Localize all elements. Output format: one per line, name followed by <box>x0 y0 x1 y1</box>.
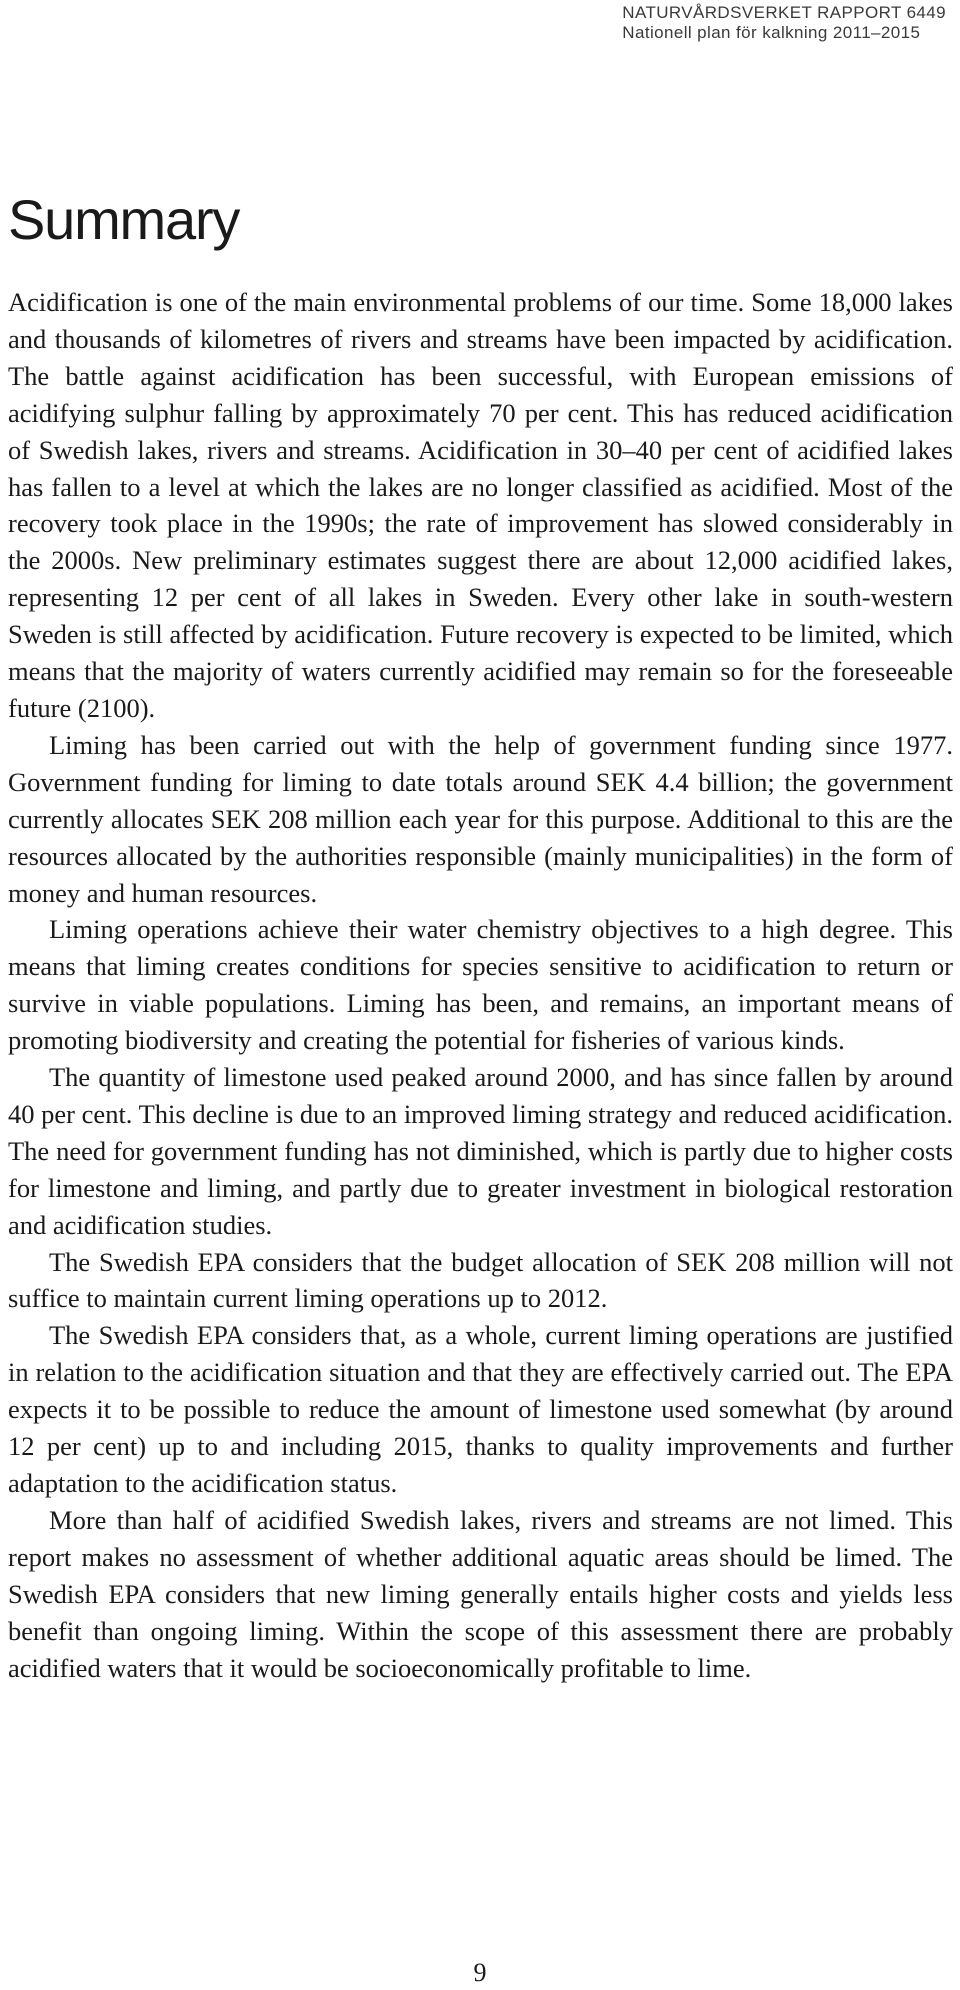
report-subtitle: Nationell plan för kalkning 2011–2015 <box>622 23 921 42</box>
running-header <box>622 3 946 43</box>
summary-paragraph-4: The quantity of limestone used peaked around 2000, and has since fallen by around 40 per cent. This decline is due to an improved liming strategy and reduced acidification. The need for government funding has not diminished, which is partly due to higher costs for limestone and liming, and partly due to greater investment in biological restoration and acidification studies. <box>8 1062 953 1240</box>
summary-paragraph-7: More than half of acidified Swedish lakes, rivers and streams are not limed. This report makes no assessment of whether additional aquatic areas should be limed. The Swedish EPA considers that new liming generally entails higher costs and yields less benefit than ongoing liming. Within the scope of this assessment there are probably acidified waters that it would be socioeconomically profitable to lime. <box>8 1504 953 1683</box>
summary-body <box>8 284 953 1686</box>
summary-paragraph-3: Liming operations achieve their water chemistry objectives to a high degree. This means that liming creates conditions for species sensitive to acidification to return or survive in viable populations. Liming has been, and remains, an important means of promoting biodiversity and creating the potential for fisheries of various kinds. <box>8 914 953 1056</box>
summary-paragraph-2: Liming has been carried out with the help of government funding since 1977. Government funding for liming to date totals around SEK 4.4 billion; the government currently allocates SEK 208 million each year for this purpose. Additional to this are the resources allocated by the authorities responsible (mainly municipalities) in the form of money and human resources. <box>8 729 953 908</box>
summary-paragraph-5: The Swedish EPA considers that the budget allocation of SEK 208 million will not suffice to maintain current liming operations up to 2012. <box>8 1246 953 1314</box>
report-series-label: NATURVÅRDSVERKET RAPPORT 6449 <box>622 3 946 22</box>
summary-paragraph-1: Acidification is one of the main environmental problems of our time. Some 18,000 lakes and thousands of kilometres of rivers and streams have been impacted by acidification. The battle against acidification has been successful, with European emissions of acidifying sulphur falling by approximately 70 per cent. This has reduced acidification of Swedish lakes, rivers and streams. Acidification in 30–40 per cent of acidified lakes has fallen to a level at which the lakes are no longer classified as acidified. Most of the recovery took place in the 1990s; the rate of improvement has slowed considerably in the 2000s. New preliminary estimates suggest there are about 12,000 acidified lakes, representing 12 per cent of all lakes in Sweden. Every other lake in south-western Sweden is still affected by acidification. Future recovery is expected to be limited, which means that the majority of waters currently acidified may remain so for the foreseeable future (2100). <box>8 287 953 723</box>
page-number: 9 <box>473 1958 487 1987</box>
page-title: Summary <box>8 188 240 251</box>
summary-paragraph-6: The Swedish EPA considers that, as a whole, current liming operations are justified in relation to the acidification situation and that they are effectively carried out. The EPA expects it to be possible to reduce the amount of limestone used somewhat (by around 12 per cent) up to and including 2015, thanks to quality improvements and further adaptation to the acidification status. <box>8 1320 953 1498</box>
